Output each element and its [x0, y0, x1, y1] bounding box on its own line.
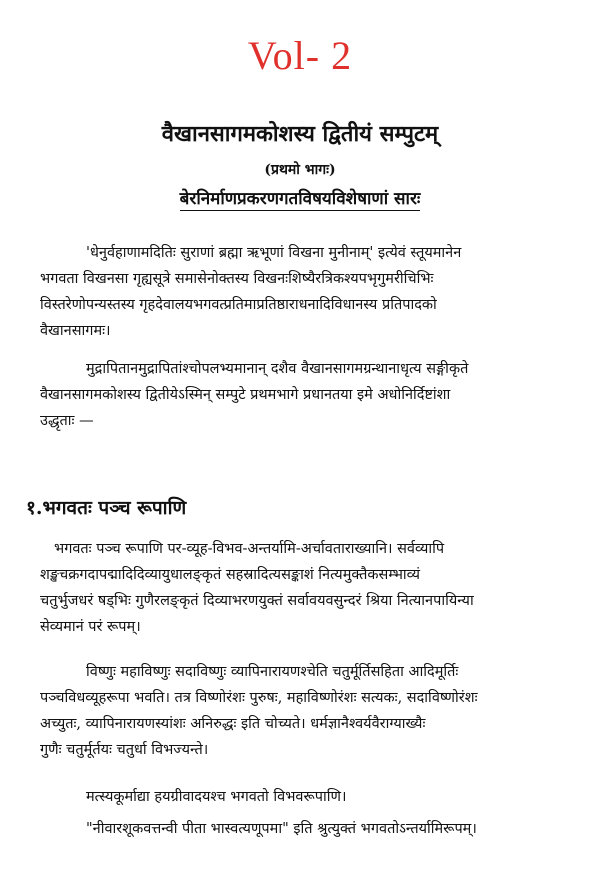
intro-paragraph — [40, 240, 572, 344]
vibhava-paragraph — [40, 784, 572, 810]
part-subtitle: (प्रथमो भागः) — [264, 162, 336, 178]
section-heading: १.भगवतः पञ्च रूपाणि — [26, 497, 187, 519]
paragraph-line: पञ्चविधव्यूहरूपा भवति। तत्र विष्णोरंशः पुरुषः, महाविष्णोरंशः सत्यकः, सदाविष्णोरंशः — [40, 690, 478, 706]
sources-paragraph — [40, 356, 572, 434]
book-title: वैखानसागमकोशस्य द्वितीयं सम्पुटम् — [161, 121, 439, 147]
paragraph-line: वैखानसागमः। — [40, 323, 111, 339]
summary-heading-text: बेरनिर्माणप्रकरणगतविषयविशेषाणां सारः — [179, 189, 421, 209]
paragraph-line: भगवता विखनसा गृह्यसूत्रे समासेनोक्तस्य विखनःशिष्यैरत्रिकश्यपभृगुमरीचिभिः — [40, 271, 434, 287]
summary-heading — [0, 186, 600, 209]
paragraph-line: चतुर्भुजधरं षड्भिः गुणैरलङ्कृतं दिव्याभरणयुक्तं सर्वावयवसुन्दरं श्रिया नित्यानपायिन्या — [40, 593, 474, 609]
paragraph-line: वैखानसागमकोशस्य द्वितीयेऽस्मिन् सम्पुटे प्रथमभागे प्रधानतया इमे अधोनिर्दिष्टांशा — [40, 387, 451, 403]
paragraph-line: 'धेनुर्वहाणामदितिः सुराणां ब्रह्मा ऋभूणां विखना मुनीनाम्' इत्येवं स्तूयमानेन — [86, 245, 462, 261]
paragraph-line: "नीवारशूकवत्तन्वी पीता भास्वत्यणूपमा" इति श्रुत्युक्तं भगवतोऽन्तर्यामिरूपम्। — [86, 821, 477, 837]
five-forms-paragraph — [40, 536, 572, 640]
paragraph-line: शङ्खचक्रगदापद्मादिदिव्यायुधालङ्कृतं सहस्रादित्यसङ्काशं नित्यमुक्तैकसम्भाव्यं — [40, 567, 421, 583]
paragraph-line: मुद्रापितानमुद्रापितांश्चोपलभ्यमानान् दशैव वैखानसागमग्रन्थानाधृत्य सङ्गीकृते — [86, 361, 469, 377]
paragraph-line: अच्युतः, व्यापिनारायणस्यांशः अनिरुद्धः इति चोच्यते। धर्मज्ञानैश्वर्यवैराग्याख्यैः — [40, 716, 426, 732]
paragraph-line: भगवतः पञ्च रूपाणि पर-व्यूह-विभव-अन्तर्यामि-अर्चावताराख्यानि। सर्वव्यापि — [54, 541, 445, 557]
paragraph-line: विष्णुः महाविष्णुः सदाविष्णुः व्यापिनारायणश्चेति चतुर्मूर्तिसहिता आदिमूर्तिः — [86, 664, 459, 680]
paragraph-line: विस्तरेणोपन्यस्तस्य गृहदेवालयभगवत्प्रतिमाप्रतिष्ठाराधनादिविधानस्य प्रतिपादको — [40, 297, 437, 313]
paragraph-line: मत्स्यकूर्माद्या हयग्रीवादयश्च भगवतो विभवरूपाणि। — [86, 789, 347, 805]
vyuha-paragraph — [40, 659, 572, 763]
paragraph-line: उद्धृताः — — [40, 413, 94, 429]
volume-label: Vol- 2 — [247, 33, 353, 78]
antaryami-paragraph — [40, 816, 572, 842]
paragraph-line: सेव्यमानं परं रूपम्। — [40, 619, 141, 635]
paragraph-line: गुणैः चतुर्मूर्तयः चतुर्धा विभज्यन्ते। — [40, 742, 209, 758]
